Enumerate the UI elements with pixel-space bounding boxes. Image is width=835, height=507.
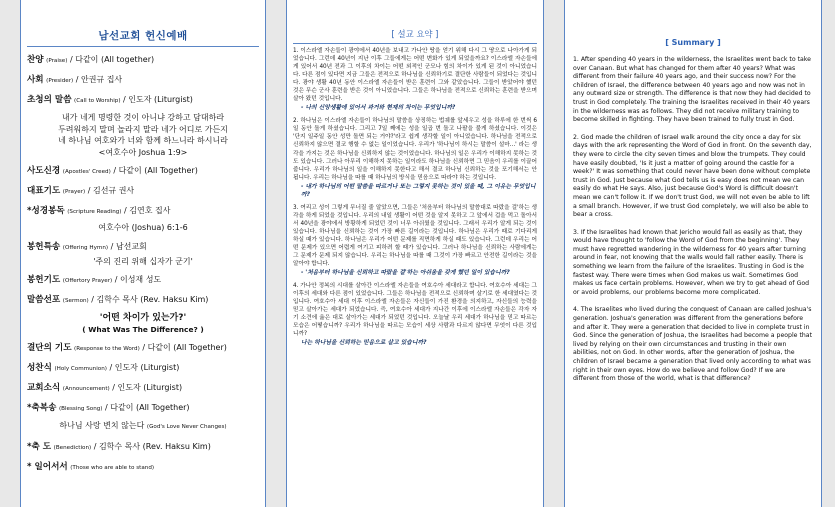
order-item: [27, 205, 259, 218]
order-item-name: 성찬식: [27, 363, 52, 373]
order-item-detail: / 김선규 권사: [85, 186, 135, 195]
order-item: [27, 294, 259, 307]
order-item: [27, 165, 259, 178]
order-item: [27, 362, 259, 375]
order-item-en: (Call to Worship): [74, 98, 121, 104]
reflection-question: 나는 하나님을 신뢰하는 믿음으로 살고 있습니까?: [301, 340, 427, 347]
korean-summary-paragraph: 4. 가나안 정복의 시대를 살아간 이스라엘 자손들을 여호수아 세대라고 합니다. 여호수아 세대는 그 이후의 세대와 다른 점이 있었습니다. 그들은 하나님을 전적으로 신뢰하며 살기로 한 세대였다는 것입니다. 여호수아 세대 이후 이스라엘 자손들은 자신들이 가진 환경을 의지하고, 자신들의 능력을 믿고 살아가는 세대가 되었습니다. 즉, 여호수아 세대가 지나간 이후에 이스라엘 자손들은 각자 자기 소견에 옳은 대로 살아가는 세대가 되었던 것입니다. 오늘날 우리 세대가 하나님을 믿고 따르는 모습은 어떻습니까? 우리가 하나님을 따르는 모습이 세상 사람과 다르지 않다면 무엇이 다른 것입니까?: [293, 283, 537, 338]
order-item-detail: / 남선교회: [108, 241, 147, 251]
order-item-name: 결단의 기도: [27, 343, 72, 353]
korean-summary-body: [293, 47, 537, 347]
korean-summary-paragraph: 3. 여리고 성이 그렇게 무너질 줄 알았으면, 그들은 '처음부터 하나님의 말씀대로 따랐을 걸'하는 생각을 하게 되었을 것입니다. 우리의 내일 생활이 어떤 것을 알지 못하고 그 앞에서 겁을 먹고 돌아서서 40년을 광야에서 방황하게 되었던 것이 너무 아쉬웠을 것입니다. 그래서 우리가 알게 되는 것이 있습니다. 하나님을 신뢰하는 것이 가장 빠른 길이라는 것입니다. 하나님은 우리가 때로 기다리게 하실 때가 있습니다. 하나님은 우리가 어떤 문제를 직면하게 하실 때도 있습니다. 그런데 우리는 어떤 문제가 있으면 어렵게 여기고 피하려 할 때가 있습니다. 그러나 하나님을 신뢰하는 사람에게는 그 문제가 문제 되지 않습니다. 우리는 하나님을 따를 때 그것이 가장 빠르고 안전한 길이라는 것을 알아야 합니다.: [293, 204, 537, 268]
order-item-name: 사회: [27, 75, 44, 85]
worship-title: 남선교회 헌신예배: [98, 30, 188, 42]
english-summary-paragraph: 4. The Israelites who lived during the conquest of Canaan are called Joshua's generation. Joshua's generation was different from the generations before and after it. They were a generation that decided to live in complete trust in God. Since the generation of Joshua, the Israelites had become a people that lived by relying on their own circumstances and trusting in their own abilities, not on God. In other words, after the generation of Joshua, the children of Israel became a generation that lived only according to what was right in their own eyes. How do we believe and follow God? If we are different from those of the world, what is that difference?: [573, 306, 813, 383]
korean-summary-paragraph: 1. 이스라엘 자손들이 광야에서 40년을 보내고 가나안 땅을 얻기 위해 다시 그 땅으로 나아가게 되었습니다. 그런데 40년이 지난 이후 그들에게는 어떤 변화가 있게 되었을까요? 이스라엘 자손들에게 있어서 40년 전과 그 이후의 차이는 어떤 외적인 군모나 힘의 차이가 있게 된 것이 아니었습니다. 다른 점이 있다면 지금 그들은 전적으로 하나님을 신뢰하기로 결단한 사람들이 되었다는 것입니다. 광야 생활 40년 동안 이스라엘 자손들이 받은 훈련이 그와 같았습니다. 그들이 받았어야 했던 것은 무슨 군사 훈련을 받은 것이 아니었습니다. 그들은 하나님을 전적으로 신뢰하는 훈련을 받으며 살아 왔던 것입니다.: [293, 48, 537, 103]
order-item-name: 말씀선포: [27, 295, 61, 305]
english-summary-paragraph: 2. God made the children of Israel walk around the city once a day for six days with the ark representing the Word of God in front. On the seventh day, they were to circle the city seven times and blow the trumpets. They could have easily doubted, 'Is it just a matter of going around the castle for a week?' It was something that could never have been done without complete trust in God. Just because what God tells us is easy does not mean we can easily do what He says. Also, just because God's Word is difficult doesn't mean we can't follow it. If we don't trust God, we will not even be able to lift a small branch. However, if we trust God completely, we will also be able to bear a cross.: [573, 133, 812, 219]
order-item-detail: / 김학수 목사 (Rev. Haksu Kim): [88, 295, 209, 304]
korean-summary-title: [ 설교 요약 ]: [391, 29, 439, 39]
english-summary-title: [ Summary ]: [665, 38, 721, 47]
order-item-en: (Those who are able to stand): [70, 464, 155, 471]
order-item-en: (Holy Communion): [54, 366, 107, 372]
order-item-name: 찬양: [27, 55, 44, 65]
order-of-worship-page: [20, 0, 266, 507]
scripture-reference: 여호수아 (Joshua) 6:1-6: [98, 223, 188, 232]
order-item: [27, 241, 259, 254]
order-item-name: *성경봉독: [27, 206, 65, 216]
order-item-name: 사도신경: [27, 166, 61, 176]
reflection-question: - '처음부터 하나님을 신뢰하고 따랐을 걸'하는 아쉬움을 갖게 했던 일이 있습니까?: [301, 270, 510, 277]
order-item-en: (Apostles' Creed): [62, 169, 111, 175]
order-group-5: [27, 441, 259, 474]
sermon-title-ko: '어떤 차이가 있는가?': [99, 313, 187, 323]
offering-song: '주의 진리 위해 십자가 군기': [93, 256, 193, 266]
order-item: [27, 94, 259, 107]
order-item-detail: / 인도자 (Liturgist): [106, 363, 180, 372]
order-item: [27, 441, 259, 454]
order-group-2: [27, 165, 259, 218]
order-item-en: (Scripture Reading): [67, 209, 122, 215]
blessing-song: [27, 420, 259, 434]
order-item-name: 초청의 말씀: [27, 95, 72, 105]
order-item-en: (Response to the Word): [74, 346, 140, 352]
order-item: [27, 54, 259, 67]
order-item-en: (Offering Hymn): [62, 244, 109, 251]
order-item-en: (Prayer): [62, 189, 86, 195]
order-item-detail: / 다같이 (All Together): [102, 403, 190, 412]
order-item: [27, 274, 259, 287]
english-summary-paragraph: 3. If the Israelites had known that Jericho would fall as easily as that, they would have thought to 'follow the Word of God from the beginning'. They must have regretted wandering in the wilderness for 40 years after turning around in fear, not knowing that the walls would fall rather easily. There is something we learn from the failure of the Israelites. Trusting in God is the fastest way. There were times when God makes us wait. Sometimes God makes us face certain problems. However, when we try to get ahead of God or avoid problems, our problems become more complicated.: [573, 228, 810, 296]
order-item-en: (Offertory Prayer): [62, 278, 113, 284]
order-item-name: 교회소식: [27, 383, 61, 393]
order-item: [27, 382, 259, 395]
order-item-en: (Presider): [46, 78, 74, 84]
call-line: 내가 네게 명령한 것이 아니냐 강하고 담대하라: [61, 113, 225, 122]
order-item-detail: / 이성재 성도: [112, 275, 162, 284]
order-item-detail: / 다같이 (All Together): [139, 343, 227, 352]
order-item-en: (Announcement): [62, 386, 110, 392]
summary-rule: [293, 43, 537, 44]
order-group-3: [27, 274, 259, 307]
order-item-name: *축복송: [27, 403, 57, 413]
order-item-detail: / 김학수 목사 (Rev. Haksu Kim): [91, 441, 211, 451]
order-item-detail: / 다같이 (All together): [67, 55, 155, 64]
order-item-en: (Benediction): [53, 444, 92, 451]
english-summary-paragraph: 1. After spending 40 years in the wilderness, the Israelites went back to take over Canaan. But what has changed for them after 40 years? What was different from their failure 40 years ago, and their success now? For the children of Israel, the difference between 40 years ago and now was not in any outward size or strength. The difference is that now they had decided to trust in God completely. The training the Israelites received in their 40 years in the wilderness was as follows. They did not receive military training to become skilled in fighting. They have been trained to fully trust in God.: [573, 56, 811, 124]
order-item-name: 대표기도: [27, 186, 61, 196]
call-line: 두려워하지 말며 놀라지 말라 네가 어디로 가든지: [58, 124, 228, 134]
blessing-song-en: (God's Love Never Changes): [146, 424, 227, 430]
call-verse: [27, 112, 259, 158]
call-reference: <여호수아 Joshua 1:9>: [98, 147, 188, 157]
blessing-song-ko: 하나님 사랑 변치 않는다: [59, 421, 145, 430]
order-item: [27, 402, 259, 415]
title-rule: [27, 46, 259, 47]
order-item: [27, 342, 259, 355]
order-item-detail: / 안권규 집사: [73, 75, 123, 84]
order-item-en: (Praise): [46, 58, 68, 64]
order-item-en: (Sermon): [62, 298, 89, 304]
order-item-name: 봉헌기도: [27, 275, 61, 285]
korean-summary-paragraph: 2. 하나님은 이스라엘 자손들이 하나님의 말씀을 상징하는 법궤를 앞세우고 성을 하루에 한 번씩 6일 동안 돌게 하셨습니다. 그리고 7일 째에는 성을 일곱 번 돌고 나팔을 불게 하셨습니다. 이것은 '단지 일주일 동안 성만 돌면 되는 거야?'라고 쉽게 생각할 일이 아니었습니다. 하나님을 전적으로 신뢰하지 않으면 결코 행할 수 없는 일이었습니다. 우리가 '하나님이 하시는 말씀이 설마...' 라는 생각을 가지는 것은 하나님을 신뢰하지 않는 것이었습니다. 하나님의 일은 우리가 이해하지 못하는 것도 있습니다. 그러나 아무리 이해하지 못하는 일이라도 하나님을 신뢰하면 그 믿음이 우리를 이끌어 줍니다. 우리가 하나님의 일을 이해하지 못한다고 해서 결코 하나님 신뢰하는 것을 포기해서는 안 됩니다. 우리는 하나님을 따를 때 하나님의 방식을 믿음으로 따라야 하는 것입니다.: [293, 118, 537, 181]
order-item-detail: / 다같이 (All Together): [110, 166, 198, 175]
english-summary-page: [564, 0, 822, 507]
reflection-question: - 내가 하나님의 어떤 말씀을 따르거나 또는 그렇지 못하는 것이 있을 때, 그 이유는 무엇입니까?: [301, 183, 536, 198]
order-item-name: * 일어서서: [27, 461, 68, 472]
order-item: [27, 185, 259, 198]
order-item: [27, 74, 259, 87]
order-group-1: [27, 54, 259, 107]
sermon-title: [27, 313, 259, 335]
order-item-en: (Blessing Song): [58, 406, 103, 412]
order-item-detail: / 인도자 (Liturgist): [120, 95, 193, 104]
order-item-detail: / 김연호 집사: [121, 206, 171, 215]
order-group-4: [27, 342, 259, 415]
order-item-name: *축 도: [27, 441, 52, 452]
korean-summary-page: [286, 0, 544, 507]
order-item-name: 봉헌특송: [27, 241, 61, 252]
call-line: 네 하나님 여호와가 너와 함께 하느니라 하시니라: [58, 136, 228, 145]
reflection-question: - 나의 신앙생활에 있어서 과거와 현재의 차이는 무엇입니까?: [301, 105, 456, 112]
sermon-title-en: ( What Was The Difference? ): [82, 325, 204, 334]
english-summary-body: [573, 56, 813, 384]
order-item: [27, 461, 259, 474]
order-item-detail: / 인도자 (Liturgist): [109, 383, 183, 392]
